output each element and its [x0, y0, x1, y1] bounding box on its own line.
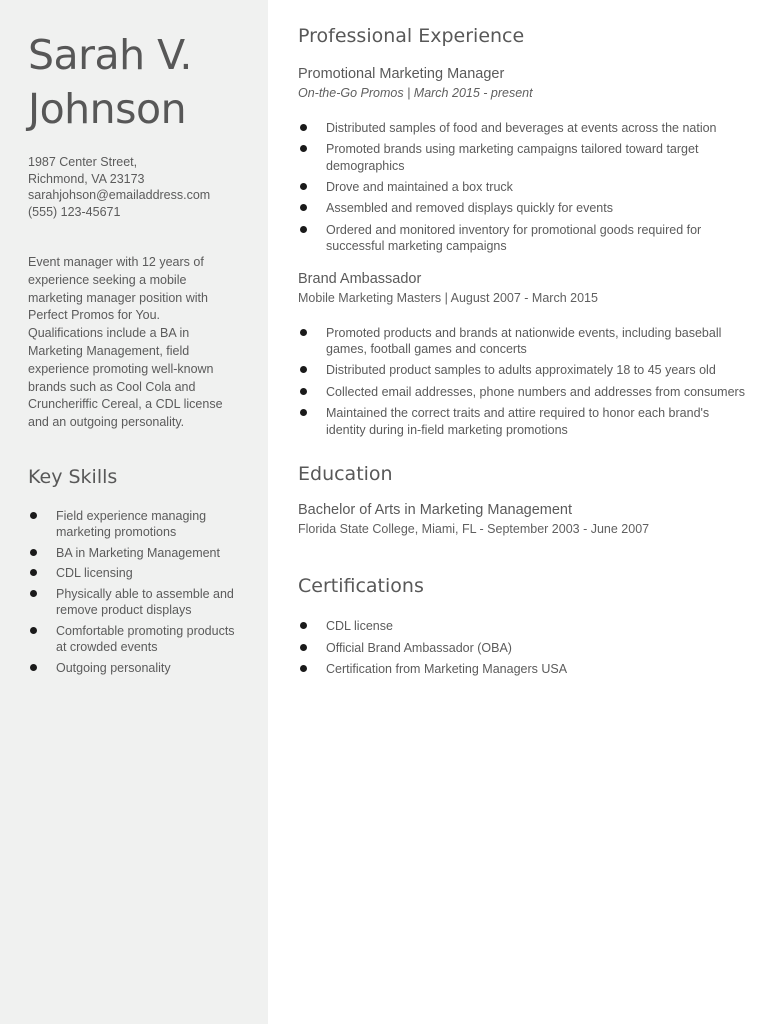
job-duties-list [298, 120, 748, 255]
duty-text: Assembled and removed displays quickly for events [326, 201, 613, 216]
contact-city: Richmond, VA 23173 [28, 171, 145, 186]
degree-title: Bachelor of Arts in Marketing Management [298, 502, 573, 519]
duty-item [298, 405, 746, 438]
bullet-icon [300, 388, 307, 395]
duty-item [298, 120, 746, 137]
bullet-icon [300, 226, 307, 233]
skill-text: Outgoing personality [56, 660, 171, 675]
duty-text: Promoted brands using marketing campaigns tailored toward target demographics [326, 142, 699, 173]
duty-item [298, 200, 746, 217]
certification-item [298, 618, 748, 635]
certification-text: CDL license [326, 619, 393, 634]
skill-text: Physically able to assemble and remove product displays [56, 586, 234, 618]
bullet-icon [300, 145, 307, 152]
main-content [268, 0, 768, 1024]
certification-text: Certification from Marketing Managers USA [326, 662, 568, 677]
education-heading: Education [298, 463, 393, 486]
duty-item [298, 325, 746, 358]
bullet-icon [300, 644, 307, 651]
duty-item [298, 362, 746, 379]
bullet-icon [30, 590, 37, 597]
skill-item [28, 623, 246, 656]
duty-text: Collected email addresses, phone numbers and addresses from consumers [326, 384, 745, 399]
job-entry [298, 64, 748, 255]
candidate-name [28, 28, 240, 136]
certifications-heading: Certifications [298, 575, 424, 598]
duty-text: Drove and maintained a box truck [326, 180, 513, 195]
school-details: Florida State College, Miami, FL - September 2003 - June 2007 [298, 522, 650, 537]
skill-item [28, 545, 246, 562]
duty-text: Promoted products and brands at nationwide events, including baseball games, football games and concerts [326, 325, 722, 357]
bullet-icon [30, 569, 37, 576]
skill-item [28, 586, 246, 619]
bullet-icon [300, 665, 307, 672]
bullet-icon [300, 366, 307, 373]
bullet-icon [30, 664, 37, 671]
duty-text: Distributed samples of food and beverages at events across the nation [326, 121, 717, 135]
duty-item [298, 179, 746, 196]
duty-text: Maintained the correct traits and attire required to honor each brand's identity during in-field marketing promotions [326, 406, 710, 437]
skill-text: Comfortable promoting products at crowded events [56, 623, 235, 655]
duty-text: Distributed product samples to adults approximately 18 to 45 years old [326, 363, 716, 378]
certification-item [298, 661, 748, 678]
profile-summary: Event manager with 12 years of experience seeking a mobile marketing manager position with Perfect Promos for You. Qualifications include a BA in Marketing Management, field experience promoting well-known brands such as Cool Cola and Cruncheriffic Cereal, a CDL license and an outgoing personality. [28, 255, 223, 430]
skill-item [28, 565, 246, 582]
contact-street: 1987 Center Street, [28, 155, 138, 169]
job-title: Brand Ambassador [298, 270, 422, 287]
bullet-icon [30, 512, 37, 519]
sidebar [0, 0, 268, 1024]
contact-email: sarahjohson@emailaddress.com [28, 188, 211, 202]
experience-heading: Professional Experience [298, 25, 525, 47]
key-skills-heading: Key Skills [28, 465, 118, 488]
contact-phone: (555) 123-45671 [28, 204, 121, 219]
duty-item [298, 384, 746, 401]
key-skills-list [28, 508, 240, 677]
certifications-list [298, 618, 748, 678]
duty-item [298, 222, 746, 255]
skill-text: Field experience managing marketing promotions [56, 508, 207, 540]
name-first-line: Sarah V. [28, 31, 192, 79]
certification-text: Official Brand Ambassador (OBA) [326, 640, 512, 655]
bullet-icon [300, 204, 307, 211]
bullet-icon [300, 329, 307, 336]
bullet-icon [300, 124, 307, 131]
bullet-icon [30, 627, 37, 634]
bullet-icon [300, 622, 307, 629]
name-last-line: Johnson [28, 85, 187, 133]
job-employer-dates: Mobile Marketing Masters | August 2007 - March 2015 [298, 290, 598, 305]
bullet-icon [300, 183, 307, 190]
skill-item [28, 660, 246, 677]
certification-item [298, 640, 748, 657]
bullet-icon [30, 549, 37, 556]
job-entry [298, 269, 748, 438]
duty-item [298, 141, 746, 174]
job-title: Promotional Marketing Manager [298, 66, 505, 82]
contact-info [28, 154, 240, 220]
job-employer-dates: On-the-Go Promos | March 2015 - present [298, 86, 533, 100]
skill-item [28, 508, 246, 541]
duty-text: Ordered and monitored inventory for promotional goods required for successful marketing campaigns [326, 222, 702, 254]
job-duties-list [298, 325, 748, 438]
skill-text: BA in Marketing Management [56, 545, 220, 560]
bullet-icon [300, 409, 307, 416]
skill-text: CDL licensing [56, 566, 133, 581]
